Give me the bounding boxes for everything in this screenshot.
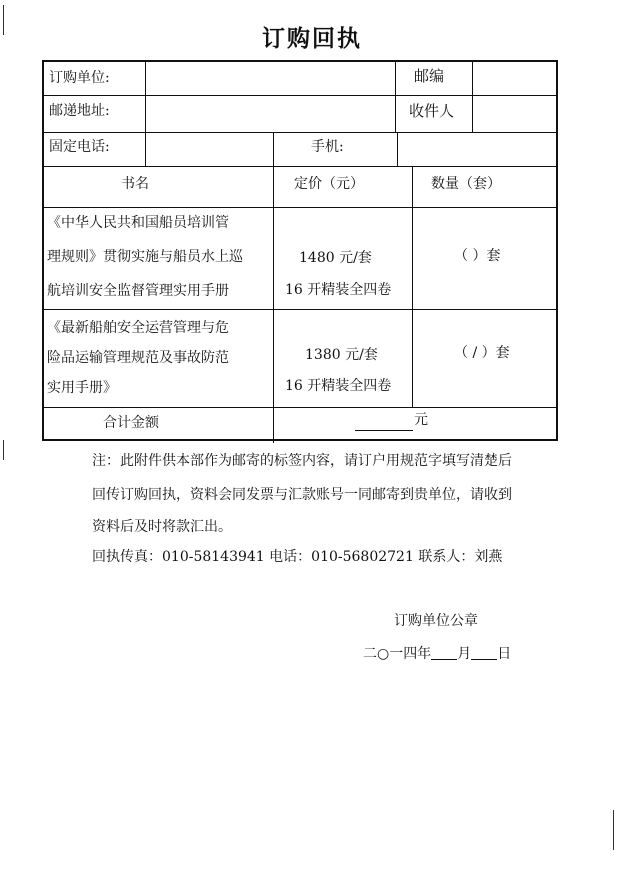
date-line [363,645,511,662]
contact-info: 回执传真：010-58143941 电话：010-56802721 联系人：刘燕 [92,549,503,565]
col-header-qty: 数量（套） [431,176,501,192]
book-qty-field[interactable]: （ ）套 [454,248,501,264]
book-title-line: 《最新船舶安全运营管理与危 [47,320,229,336]
col-divider [395,62,396,132]
recipient-label: 收件人 [409,102,455,120]
book-title-line: 《中华人民共和国船员培训管 [47,215,229,231]
book-title-line: 险品运输管理规范及事故防范 [47,350,229,366]
address-field[interactable] [145,95,393,131]
book-spec: 16 开精装全四卷 [285,282,392,298]
month-blank[interactable] [431,645,457,660]
unit-field[interactable] [145,62,393,94]
book-title-line: 航培训安全监督管理实用手册 [47,283,229,299]
address-label: 邮递地址: [49,103,110,119]
note-line: 回传订购回执，资料会同发票与汇款账号一同邮寄到贵单位，请收到 [92,487,512,503]
total-amount-field[interactable] [355,424,413,431]
date-prefix: 二○一四年 [363,646,432,662]
seal-label: 订购单位公章 [394,613,478,629]
total-unit: 元 [414,412,428,428]
day-blank[interactable] [471,645,497,660]
phone-label: 固定电话: [49,139,110,155]
col-divider [412,166,413,407]
col-header-price: 定价（元） [294,176,364,192]
mobile-label: 手机: [311,139,344,155]
col-divider [273,132,274,443]
scan-edge-mark [3,5,4,35]
row-divider [44,207,556,208]
recipient-field[interactable] [472,95,556,131]
book-spec: 16 开精装全四卷 [285,378,392,394]
date-day: 日 [497,646,512,662]
note-line: 资料后及时将款汇出。 [92,519,232,535]
book-price: 1380 元/套 [305,347,378,363]
postcode-field[interactable] [472,62,556,94]
page-title: 订购回执 [262,25,362,52]
date-month: 月 [457,646,472,662]
mobile-field[interactable] [397,132,556,164]
scan-edge-mark [3,440,4,460]
book-title-line: 理规则》贯彻实施与船员水上巡 [47,249,243,265]
col-header-title: 书名 [121,176,149,192]
total-label: 合计金额 [103,415,159,431]
postcode-label: 邮编 [414,67,445,85]
book-price: 1480 元/套 [299,250,372,266]
note-line: 注：此附件供本部作为邮寄的标签内容，请订户用规范字填写清楚后 [92,453,512,469]
phone-field[interactable] [145,132,271,164]
row-divider [44,309,556,310]
scan-edge-mark [613,810,614,850]
row-divider [44,166,556,167]
row-divider [44,407,556,408]
book-qty-field[interactable]: （ / ）套 [454,345,510,361]
unit-label: 订购单位: [49,70,110,86]
book-title-line: 实用手册》 [47,380,117,396]
